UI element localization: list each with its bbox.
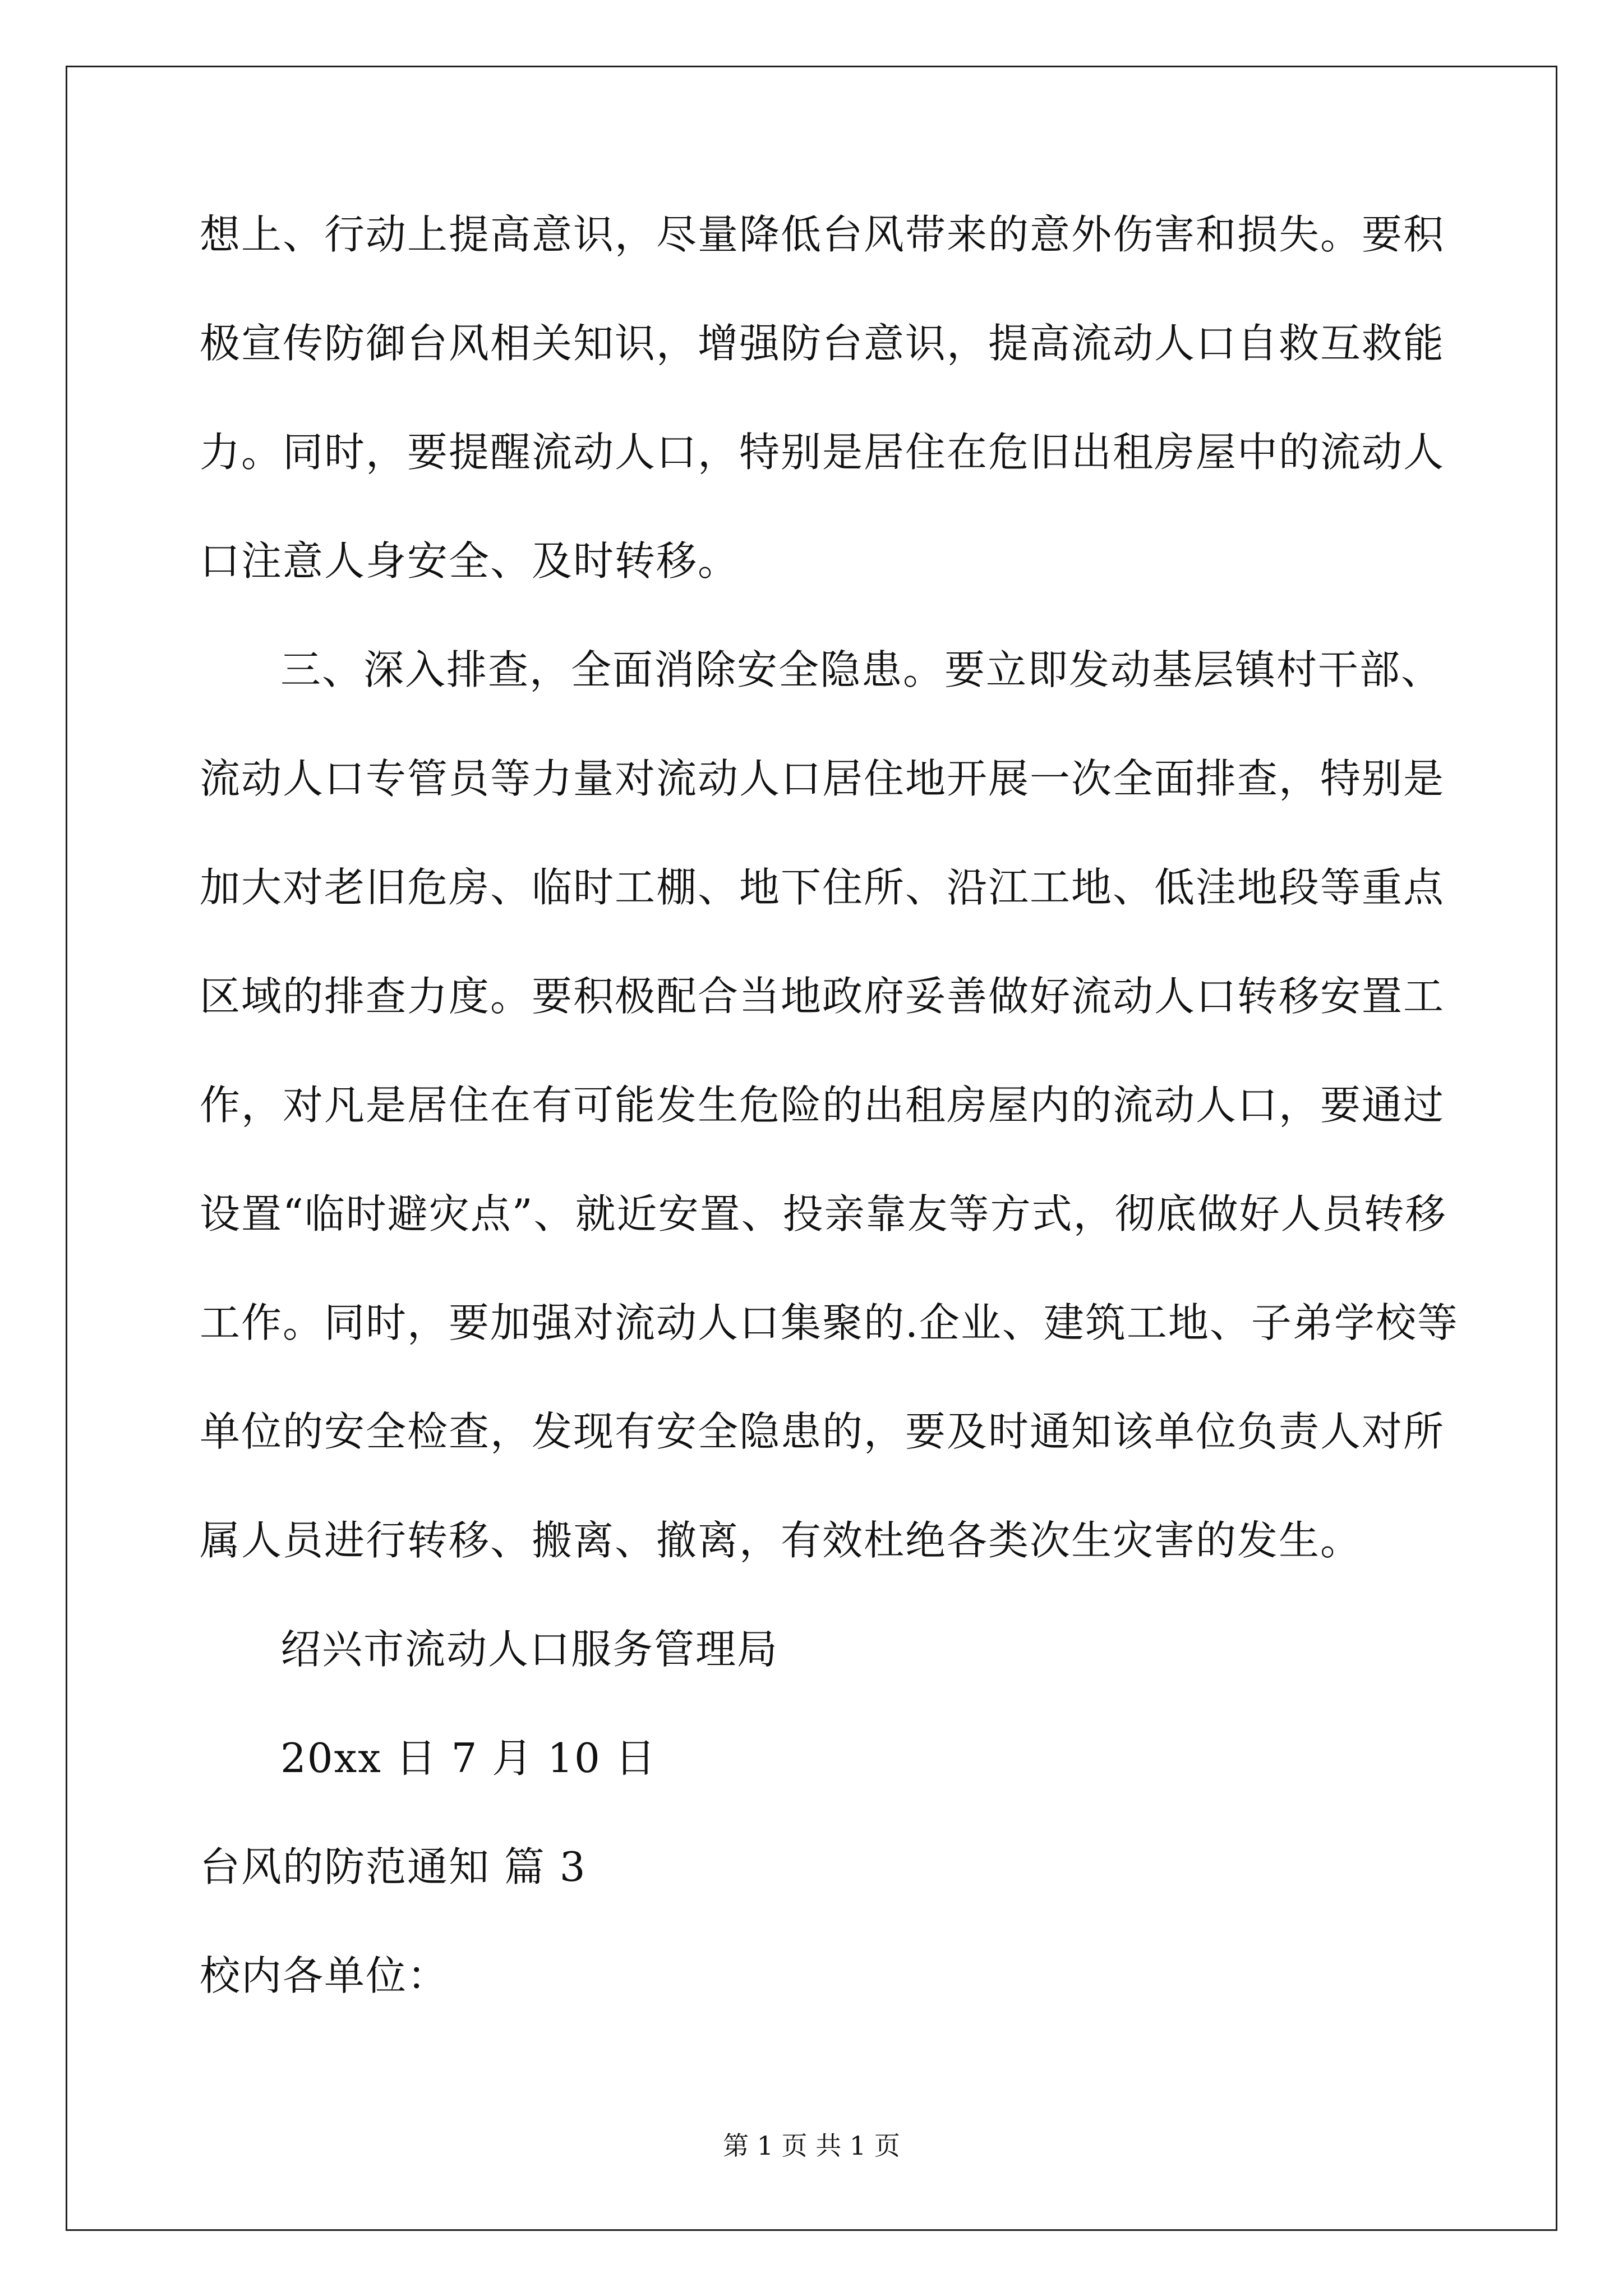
paragraph-line: 设置“临时避灾点”、就近安置、投亲靠友等方式，彻底做好人员转移 xyxy=(200,1190,1447,1237)
paragraph-line: 极宣传防御台风相关知识，增强防台意识，提高流动人口自救互救能 xyxy=(200,320,1445,367)
paragraph-line: 想上、行动上提高意识，尽量降低台风带来的意外伤害和损失。要积 xyxy=(200,211,1445,258)
paragraph-line: 三、深入排查，全面消除安全隐患。要立即发动基层镇村干部、 xyxy=(280,646,1443,693)
document-body xyxy=(200,208,1459,2058)
paragraph-line: 作，对凡是居住在有可能发生危险的出租房屋内的流动人口，要通过 xyxy=(200,1082,1445,1129)
salutation: 校内各单位： xyxy=(200,1952,449,1999)
signature-org: 绍兴市流动人口服务管理局 xyxy=(280,1626,779,1673)
paragraph-line: 单位的安全检查，发现有安全隐患的，要及时通知该单位负责人对所 xyxy=(200,1408,1445,1455)
paragraph-line: 力。同时，要提醒流动人口，特别是居住在危旧出租房屋中的流动人 xyxy=(200,429,1445,476)
signature-date: 20xx 日 7 月 10 日 xyxy=(280,1734,657,1782)
section-heading: 台风的防范通知 篇 3 xyxy=(200,1843,587,1890)
paragraph-line: 流动人口专管员等力量对流动人口居住地开展一次全面排查，特别是 xyxy=(200,755,1445,802)
paragraph-line: 口注意人身安全、及时转移。 xyxy=(200,537,740,585)
page-footer: 第 1 页 共 1 页 xyxy=(723,2131,900,2161)
paragraph-line: 加大对老旧危房、临时工棚、地下住所、沿江工地、低洼地段等重点 xyxy=(200,864,1445,911)
paragraph-line: 属人员进行转移、搬离、撤离，有效杜绝各类次生灾害的发生。 xyxy=(200,1517,1362,1564)
paragraph-line: 区域的排查力度。要积极配合当地政府妥善做好流动人口转移安置工 xyxy=(200,973,1445,1020)
paragraph-line: 工作。同时，要加强对流动人口集聚的.企业、建筑工地、子弟学校等 xyxy=(200,1299,1459,1346)
